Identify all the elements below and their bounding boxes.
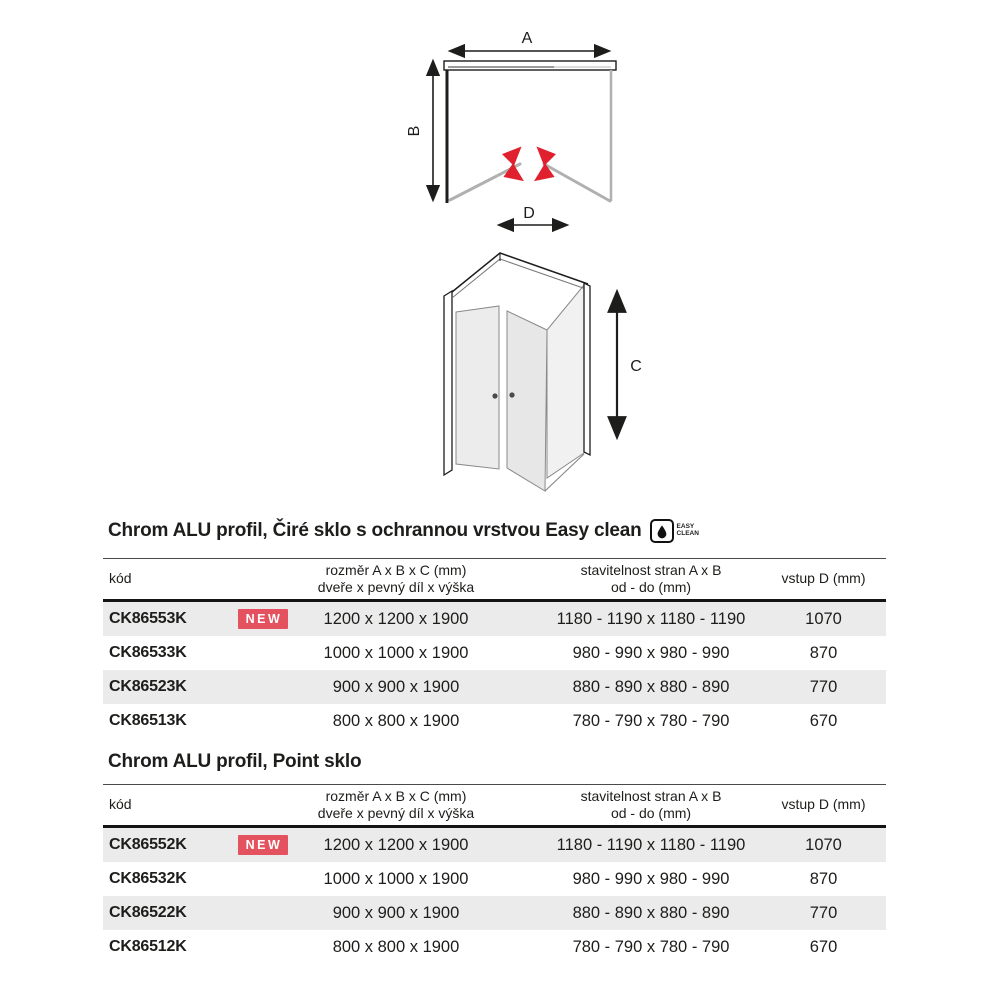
perspective-diagram: [444, 253, 642, 491]
cell-product-code: CK86553K: [109, 610, 187, 627]
header-size: rozměr A x B x C (mm) dveře x pevný díl x výška: [317, 561, 475, 595]
cell-entry-width: 870: [809, 643, 838, 662]
new-badge: NEW: [238, 835, 289, 855]
cell-adjust-range: 780 - 790 x 780 - 790: [572, 937, 730, 956]
top-frame-outer: [452, 253, 588, 292]
new-badge: NEW: [238, 609, 289, 629]
left-wall-profile-bar: [444, 291, 452, 475]
cell-size: 1200 x 1200 x 1900: [323, 609, 469, 628]
table-row: [103, 704, 886, 738]
cell-entry-width: 770: [809, 903, 838, 922]
header-entry: vstup D (mm): [781, 570, 866, 587]
easy-clean-label: EASY CLEAN: [676, 523, 699, 537]
cell-entry-width: 870: [809, 869, 838, 888]
easy-clean-drop-icon: [650, 519, 674, 543]
cell-size: 800 x 800 x 1900: [332, 937, 460, 956]
cell-product-code: CK86513K: [109, 712, 187, 729]
cell-product-code: CK86523K: [109, 678, 187, 695]
header-range: stavitelnost stran A x B od - do (mm): [580, 561, 722, 595]
cell-product-code: CK86532K: [109, 870, 187, 887]
table-row: [103, 930, 886, 964]
door-handle-left-icon: [492, 393, 497, 398]
table-row: [103, 896, 886, 930]
left-door-glass: [456, 306, 499, 469]
section-title-point-glass: [108, 751, 361, 773]
swing-arrow-right-icon: [537, 149, 545, 179]
cell-product-code: CK86522K: [109, 904, 187, 921]
header-range: stavitelnost stran A x B od - do (mm): [580, 787, 722, 821]
right-frame-profile-bar: [584, 283, 590, 455]
right-door-glass: [507, 311, 547, 491]
cell-adjust-range: 980 - 990 x 980 - 990: [572, 869, 730, 888]
cell-size: 1200 x 1200 x 1900: [323, 835, 469, 854]
cell-product-code: CK86512K: [109, 938, 187, 955]
cell-size: 900 x 900 x 1900: [332, 677, 460, 696]
top-view-diagram: [406, 30, 616, 225]
header-size: rozměr A x B x C (mm) dveře x pevný díl x výška: [317, 787, 475, 821]
table-header: [103, 784, 886, 828]
cell-size: 1000 x 1000 x 1900: [323, 869, 469, 888]
cell-entry-width: 1070: [805, 835, 842, 854]
cell-size: 1000 x 1000 x 1900: [323, 643, 469, 662]
table-header: [103, 558, 886, 602]
cell-adjust-range: 980 - 990 x 980 - 990: [572, 643, 730, 662]
cell-new-badge: [235, 609, 291, 629]
cell-entry-width: 1070: [805, 609, 842, 628]
table-row: [103, 670, 886, 704]
cell-adjust-range: 780 - 790 x 780 - 790: [572, 711, 730, 730]
section-title-text: Chrom ALU profil, Point sklo: [108, 751, 362, 772]
cell-product-code: CK86552K: [109, 836, 187, 853]
cell-entry-width: 670: [809, 711, 838, 730]
cell-adjust-range: 880 - 890 x 880 - 890: [572, 677, 730, 696]
dimension-label-a: A: [521, 30, 533, 47]
cell-adjust-range: 1180 - 1190 x 1180 - 1190: [556, 609, 746, 628]
dimension-label-c: C: [630, 358, 642, 375]
door-handle-right-icon: [509, 392, 514, 397]
cell-size: 800 x 800 x 1900: [332, 711, 460, 730]
table-row: [103, 862, 886, 896]
door-right-open: [544, 164, 610, 201]
cell-adjust-range: 880 - 890 x 880 - 890: [572, 903, 730, 922]
header-code: kód: [109, 796, 132, 813]
table-row: [103, 636, 886, 670]
table-row: [103, 602, 886, 636]
header-entry: vstup D (mm): [781, 796, 866, 813]
table-row: [103, 828, 886, 862]
header-code: kód: [109, 570, 132, 587]
cell-size: 900 x 900 x 1900: [332, 903, 460, 922]
table-point-glass: [103, 784, 886, 964]
dimension-label-d: D: [523, 205, 535, 222]
cell-entry-width: 670: [809, 937, 838, 956]
section-title-clear-glass: [108, 519, 699, 543]
table-clear-glass: [103, 558, 886, 738]
cell-entry-width: 770: [809, 677, 838, 696]
cell-new-badge: [235, 835, 291, 855]
top-frame-inner: [452, 259, 586, 298]
fixed-panel-glass: [547, 285, 584, 478]
cell-product-code: CK86533K: [109, 644, 187, 661]
easy-clean-badge: [650, 519, 699, 543]
cell-adjust-range: 1180 - 1190 x 1180 - 1190: [556, 835, 746, 854]
door-left-open: [450, 164, 520, 200]
section-title-text: Chrom ALU profil, Čiré sklo s ochrannou vrstvou Easy clean: [108, 520, 642, 541]
top-wall-profile: [444, 61, 616, 70]
dimension-label-b: B: [406, 125, 423, 137]
